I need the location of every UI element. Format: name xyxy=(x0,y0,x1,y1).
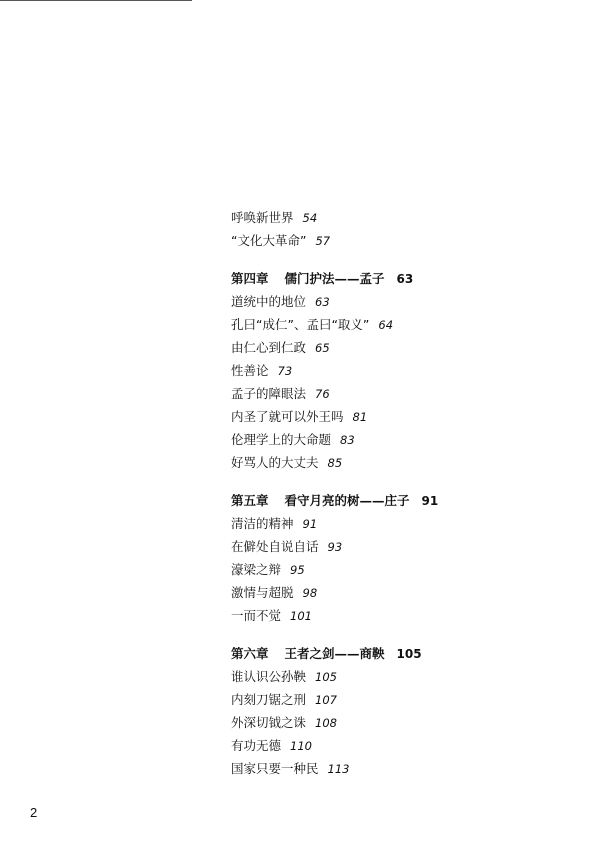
toc-entry-title: 在僻处自说自话 xyxy=(231,539,319,554)
toc-entry xyxy=(231,665,571,688)
toc-entry xyxy=(231,405,571,428)
toc-entry-page: 107 xyxy=(315,693,337,707)
toc-entry xyxy=(231,451,571,474)
toc-entry-page: 54 xyxy=(302,211,318,225)
toc-entry xyxy=(231,535,571,558)
toc-entry-page: 85 xyxy=(327,456,343,470)
toc-entry-page: 65 xyxy=(315,341,330,355)
toc-entry-page: 73 xyxy=(277,364,293,378)
chapter-heading-6 xyxy=(231,642,571,665)
toc-entry-page: 110 xyxy=(290,739,312,753)
chapter-title: 儒门护法——孟子 xyxy=(284,271,385,286)
toc-entry-title: 道统中的地位 xyxy=(231,294,307,309)
toc-entry xyxy=(231,604,571,627)
toc-entry-title: 孔曰“成仁”、孟曰“取义” xyxy=(231,317,370,332)
toc-entry-title: 呼唤新世界 xyxy=(231,210,294,225)
table-of-contents xyxy=(231,206,571,780)
toc-entry xyxy=(231,734,571,757)
toc-entry-page: 63 xyxy=(315,295,330,309)
toc-entry xyxy=(231,711,571,734)
toc-entry-page: 95 xyxy=(290,563,305,577)
toc-entry-title: 内圣了就可以外王吗 xyxy=(231,409,344,424)
chapter-title: 王者之剑——商鞅 xyxy=(284,646,385,661)
toc-entry-page: 64 xyxy=(378,318,394,332)
toc-entry-title: 国家只要一种民 xyxy=(231,761,319,776)
chapter-label: 第六章 xyxy=(231,646,269,661)
toc-entry-title: 孟子的障眼法 xyxy=(231,386,307,401)
toc-entry-title: 谁认识公孙鞅 xyxy=(231,669,307,684)
toc-entry xyxy=(231,229,571,252)
toc-entry-page: 76 xyxy=(315,387,330,401)
toc-entry-page: 105 xyxy=(315,670,337,684)
toc-entry-title: 一而不觉 xyxy=(231,608,282,623)
toc-entry xyxy=(231,512,571,535)
toc-entry-page: 113 xyxy=(327,762,350,776)
chapter-page: 63 xyxy=(396,272,414,286)
toc-entry-title: 濠梁之辩 xyxy=(231,562,282,577)
chapter-title: 看守月亮的树——庄子 xyxy=(284,493,410,508)
chapter-label: 第五章 xyxy=(231,493,269,508)
page-number: 2 xyxy=(30,805,38,820)
toc-entry-page: 108 xyxy=(315,716,337,730)
header-rule xyxy=(0,0,192,1)
toc-entry xyxy=(231,359,571,382)
toc-entry-page: 93 xyxy=(327,540,343,554)
toc-entry-page: 57 xyxy=(315,234,331,248)
toc-entry-title: 清洁的精神 xyxy=(231,516,294,531)
toc-entry xyxy=(231,336,571,359)
chapter-page: 91 xyxy=(421,494,439,508)
toc-entry xyxy=(231,382,571,405)
chapter-heading-4 xyxy=(231,267,571,290)
toc-entry-page: 98 xyxy=(302,586,318,600)
toc-entry-title: 由仁心到仁政 xyxy=(231,340,307,355)
chapter-heading-5 xyxy=(231,489,571,512)
toc-entry-page: 101 xyxy=(290,609,312,623)
toc-entry-title: 有功无德 xyxy=(231,738,282,753)
toc-entry xyxy=(231,581,571,604)
toc-entry xyxy=(231,558,571,581)
toc-entry xyxy=(231,206,571,229)
toc-entry-title: 伦理学上的大命题 xyxy=(231,432,332,447)
toc-entry-title: “文化大革命” xyxy=(231,233,307,248)
toc-entry-title: 外深切钺之诛 xyxy=(231,715,307,730)
toc-entry xyxy=(231,688,571,711)
toc-entry-title: 激情与超脱 xyxy=(231,585,294,600)
toc-entry-title: 好骂人的大丈夫 xyxy=(231,455,319,470)
toc-entry xyxy=(231,428,571,451)
toc-entry-page: 83 xyxy=(340,433,355,447)
toc-entry-page: 91 xyxy=(302,517,318,531)
chapter-label: 第四章 xyxy=(231,271,269,286)
toc-entry-title: 内刻刀锯之刑 xyxy=(231,692,307,707)
toc-entry-title: 性善论 xyxy=(231,363,269,378)
toc-entry-page: 81 xyxy=(352,410,368,424)
toc-entry xyxy=(231,313,571,336)
toc-entry xyxy=(231,757,571,780)
toc-entry xyxy=(231,290,571,313)
chapter-page: 105 xyxy=(396,647,422,661)
